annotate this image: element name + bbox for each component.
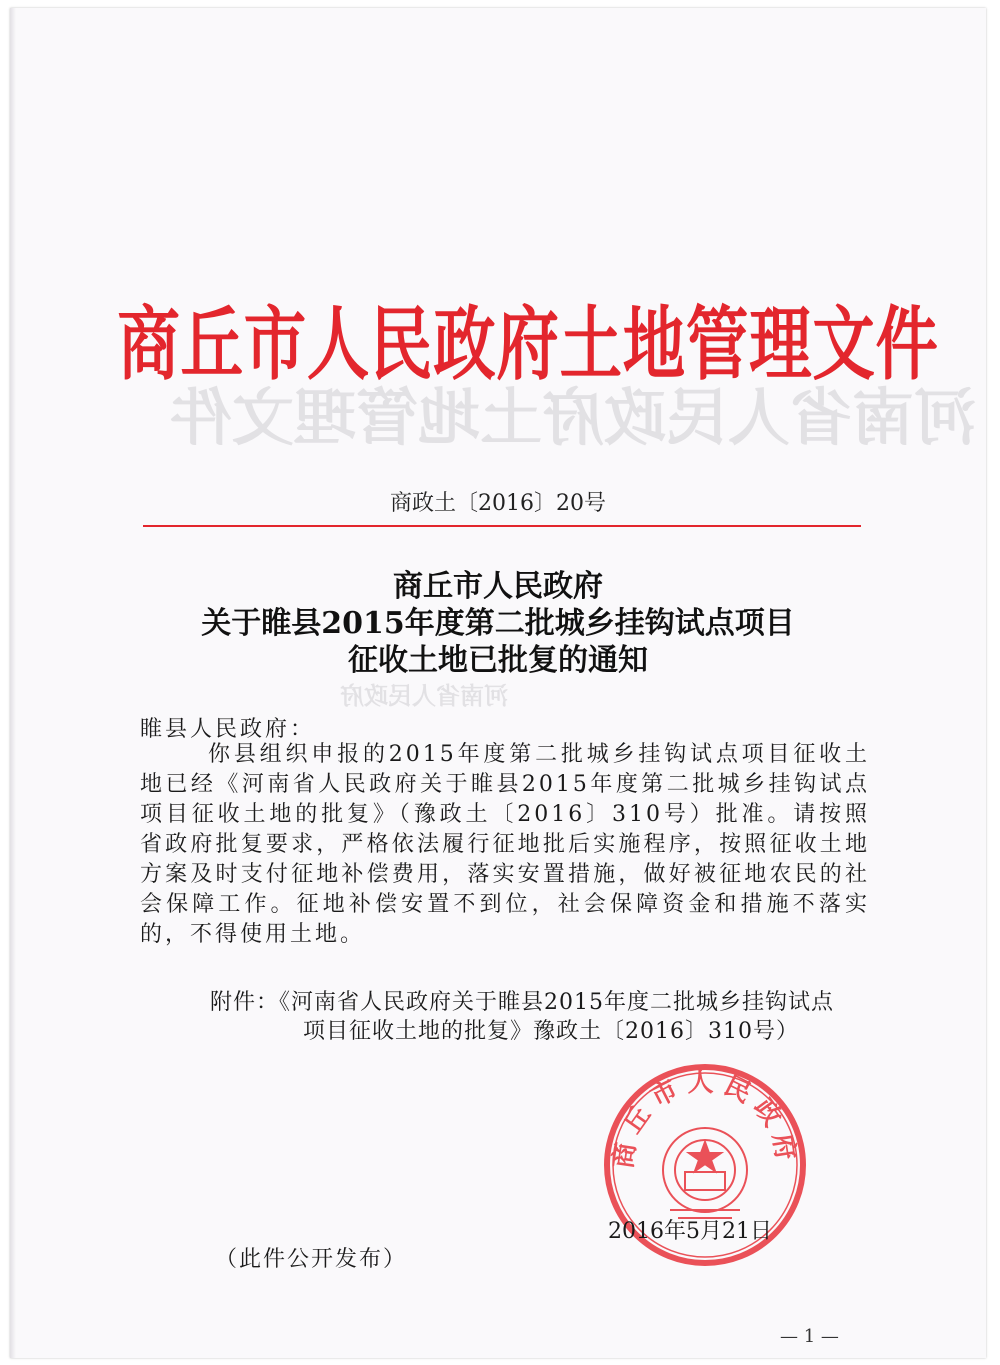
document-number: 商政土〔2016〕20号 xyxy=(390,491,606,516)
title-line: 商丘市人民政府 xyxy=(393,569,603,604)
header-title: 商丘市人民政府土地管理文件 xyxy=(117,297,939,391)
attachment-line: 项目征收土地的批复》豫政土〔2016〕310号） xyxy=(303,1019,799,1044)
body-paragraph: 你县组织申报的2015年度第二批城乡挂钩试点项目征收土地已经《河南省人民政府关于睢县2015年度第二批城乡挂钩试点项目征收土地的批复》（豫政土〔2016〕310号）批准。请按照省政府批复要求，严格依法履行征地批后实施程序，按照征收土地方案及时支付征地补偿费用，落实安置措施，做好被征地农民的社会保障工作。征地补偿安置不到位，社会保障资金和措施不落实的，不得使用土地。 xyxy=(140,742,870,947)
notice-title xyxy=(10,568,986,679)
page-edge-shadow xyxy=(10,8,16,1358)
seal-text: 商丘市人民政府 xyxy=(608,1068,802,1171)
title-line: 关于睢县2015年度第二批城乡挂钩试点项目 xyxy=(201,606,795,641)
attachment-line: 附件：《河南省人民政府关于睢县2015年度二批城乡挂钩试点 xyxy=(210,990,834,1015)
red-divider xyxy=(143,525,861,527)
bleed-through-text: 河南省人民政府 xyxy=(340,681,508,710)
page-number: — 1 — xyxy=(780,1326,839,1347)
bleed-through-text: 河南省人民政府土地管理文件 xyxy=(170,381,977,454)
attachment-note xyxy=(210,988,900,1046)
title-line: 征收土地已批复的通知 xyxy=(348,643,648,678)
national-emblem-icon xyxy=(663,1128,747,1218)
document-page xyxy=(10,8,986,1358)
issue-date: 2016年5月21日 xyxy=(608,1219,772,1244)
public-release-note: （此件公开发布） xyxy=(215,1247,408,1272)
addressee: 睢县人民政府： xyxy=(140,717,316,742)
